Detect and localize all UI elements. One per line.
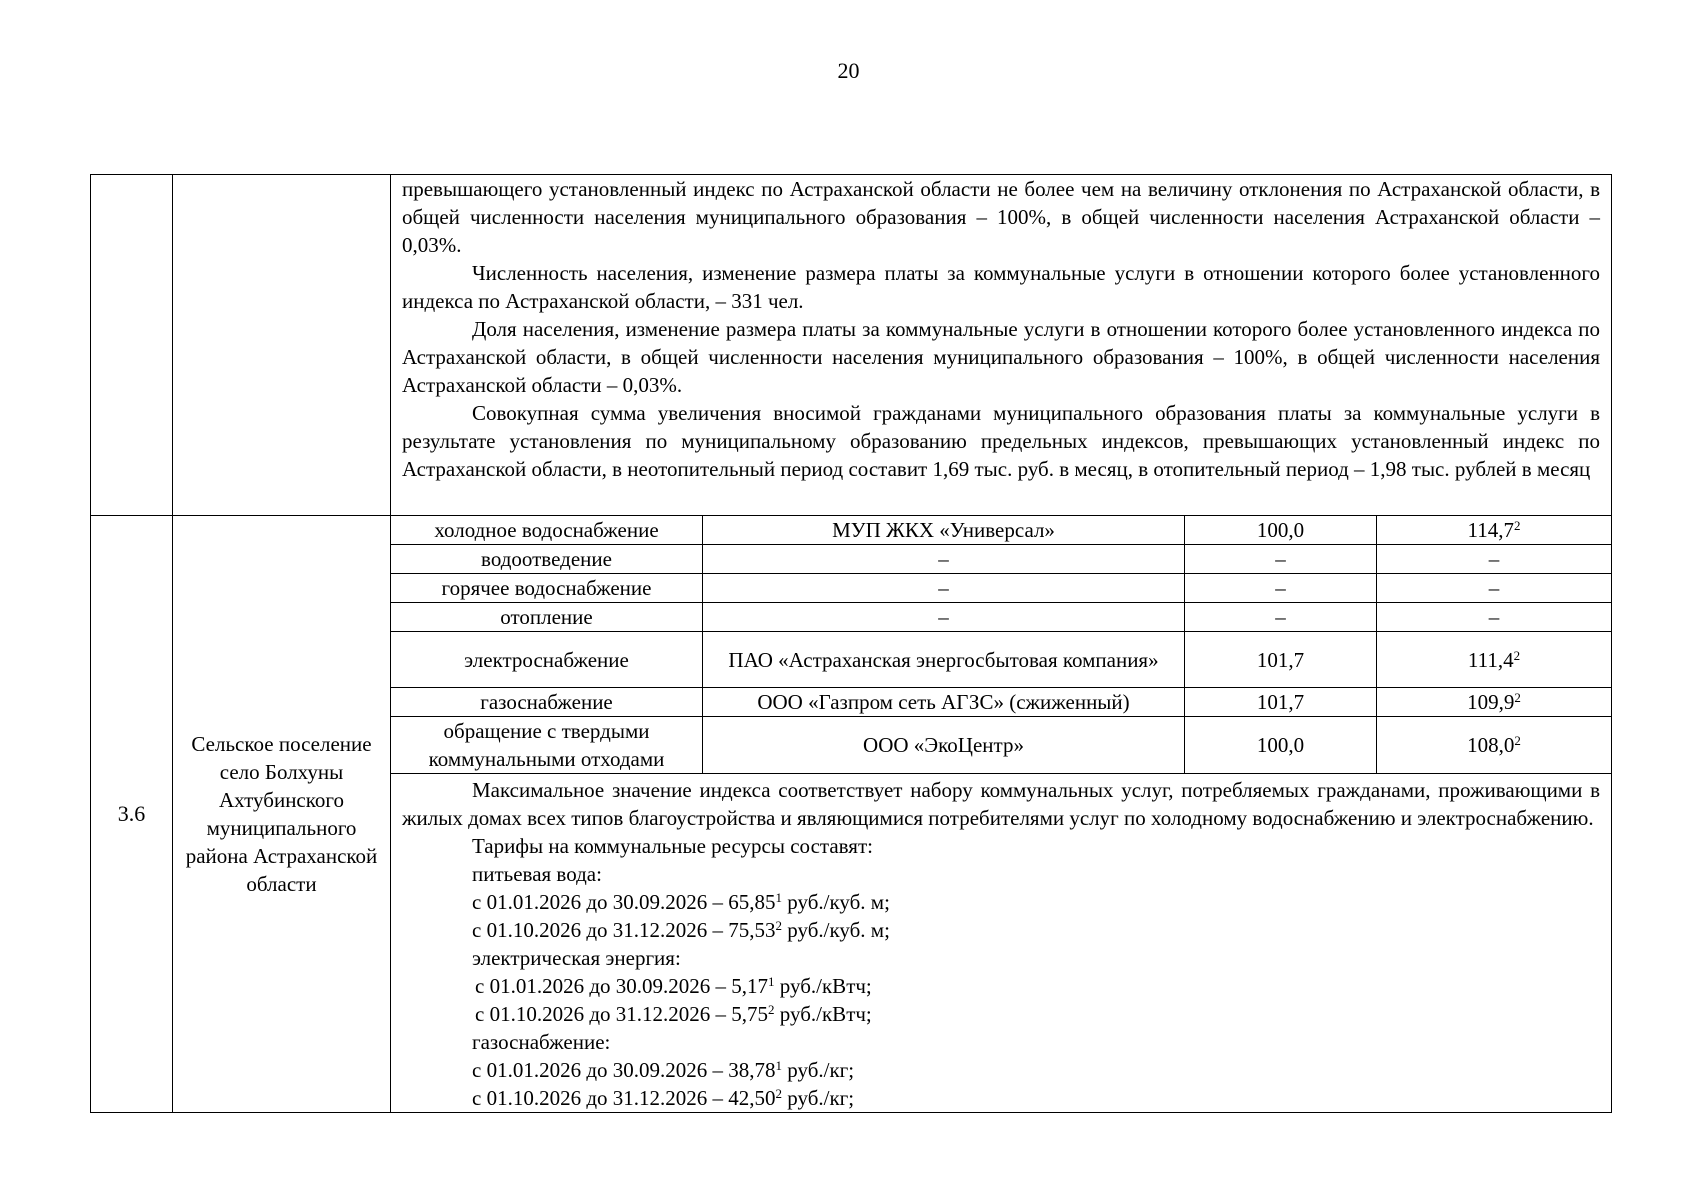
continuation-number-cell [91, 175, 173, 516]
gas-tariff-2: с 01.10.2026 до 31.12.2026 – 42,50$^2$ руб./кг; [472, 1086, 855, 1110]
max-index-value: 114,7$^2$ [1377, 516, 1612, 545]
water-tariff-2: с 01.10.2026 до 31.12.2026 – 75,53$^2$ руб./куб. м; [472, 918, 890, 942]
provider-name: – [703, 574, 1185, 603]
footnote-mark: 2 [1514, 733, 1521, 748]
paragraph-deviation: превышающего установленный индекс по Астраханской области не более чем на величину отклонения по Астраханской области, в общей численности населения муниципального образования – 100%, в общей численности населения Астраханской области – 0,03%. [402, 177, 1601, 257]
index-value: – [1185, 545, 1377, 574]
notes-cell [391, 774, 1612, 1113]
provider-name: – [703, 545, 1185, 574]
municipality-name: Сельское поселение село Болхуны Ахтубинского муниципального района Астраханской области [173, 516, 391, 1113]
index-value: – [1185, 603, 1377, 632]
continuation-name-cell [173, 175, 391, 516]
page-number: 20 [837, 58, 860, 83]
max-index-value: 111,4$^2$ [1377, 632, 1612, 688]
provider-name: МУП ЖКХ «Универсал» [703, 516, 1185, 545]
max-index-value: 109,9$^2$ [1377, 688, 1612, 717]
gas-heading: газоснабжение: [472, 1030, 611, 1054]
service-name: газоснабжение [391, 688, 703, 717]
service-name: горячее водоснабжение [391, 574, 703, 603]
paragraph-population-share: Доля населения, изменение размера платы за коммунальные услуги в отношении которого более установленного индекса по Астраханской области, в общей численности населения муниципального образования – 100%, в общей численности населения Астраханской области – 0,03%. [402, 317, 1601, 397]
max-index-value: 108,0$^2$ [1377, 717, 1612, 774]
water-heading: питьевая вода: [472, 862, 602, 886]
table-row-continuation [91, 175, 1612, 516]
service-name: водоотведение [391, 545, 703, 574]
index-value: 101,7 [1185, 632, 1377, 688]
gas-tariff-1: с 01.01.2026 до 30.09.2026 – 38,78$^1$ руб./кг; [472, 1058, 855, 1082]
max-index-note: Максимальное значение индекса соответствует набору коммунальных услуг, потребляемых гражданами, проживающими в жилых домах всех типов благоустройства и являющимися потребителями услуг по холодному водоснабжению и электроснабжению. [402, 778, 1601, 830]
provider-name: ООО «ЭкоЦентр» [703, 717, 1185, 774]
water-tariff-1: с 01.01.2026 до 30.09.2026 – 65,85$^1$ руб./куб. м; [472, 890, 890, 914]
paragraph-total-sum: Совокупная сумма увеличения вносимой гражданами муниципального образования платы за коммунальные услуги в результате установления по муниципальному образованию предельных индексов, превышающих установленный индекс по Астраханской области, в неотопительный период составит 1,69 тыс. руб. в месяц, в отопительный период – 1,98 тыс. рублей в месяц [402, 401, 1601, 481]
electric-tariff-1: с 01.01.2026 до 30.09.2026 – 5,17$^1$ руб./кВтч; [475, 974, 872, 998]
electric-tariff-2: с 01.10.2026 до 31.12.2026 – 5,75$^2$ руб./кВтч; [475, 1002, 872, 1026]
electric-heading: электрическая энергия: [472, 946, 681, 970]
footnote-mark: 2 [1514, 518, 1521, 533]
max-index-value: – [1377, 574, 1612, 603]
index-value: – [1185, 574, 1377, 603]
service-name: электроснабжение [391, 632, 703, 688]
index-value: 100,0 [1185, 516, 1377, 545]
section-number: 3.6 [91, 516, 173, 1113]
index-value: 101,7 [1185, 688, 1377, 717]
service-name: холодное водоснабжение [391, 516, 703, 545]
provider-name: – [703, 603, 1185, 632]
service-name: отопление [391, 603, 703, 632]
service-name: обращение с твердыми коммунальными отходами [391, 717, 703, 774]
footnote-mark: 2 [1514, 690, 1521, 705]
footnote-mark: 2 [1513, 647, 1521, 663]
provider-name: ПАО «Астраханская энергосбытовая компания» [703, 632, 1185, 688]
tariff-table [90, 174, 1612, 1113]
continuation-text-cell [391, 175, 1612, 516]
table-row [91, 516, 1612, 545]
tariffs-heading: Тарифы на коммунальные ресурсы составят: [472, 834, 873, 858]
max-index-value: – [1377, 603, 1612, 632]
index-value: 100,0 [1185, 717, 1377, 774]
provider-name: ООО «Газпром сеть АГЗС» (сжиженный) [703, 688, 1185, 717]
max-index-value: – [1377, 545, 1612, 574]
paragraph-population-count: Численность населения, изменение размера платы за коммунальные услуги в отношении которого более установленного индекса по Астраханской области, – 331 чел. [402, 261, 1601, 313]
